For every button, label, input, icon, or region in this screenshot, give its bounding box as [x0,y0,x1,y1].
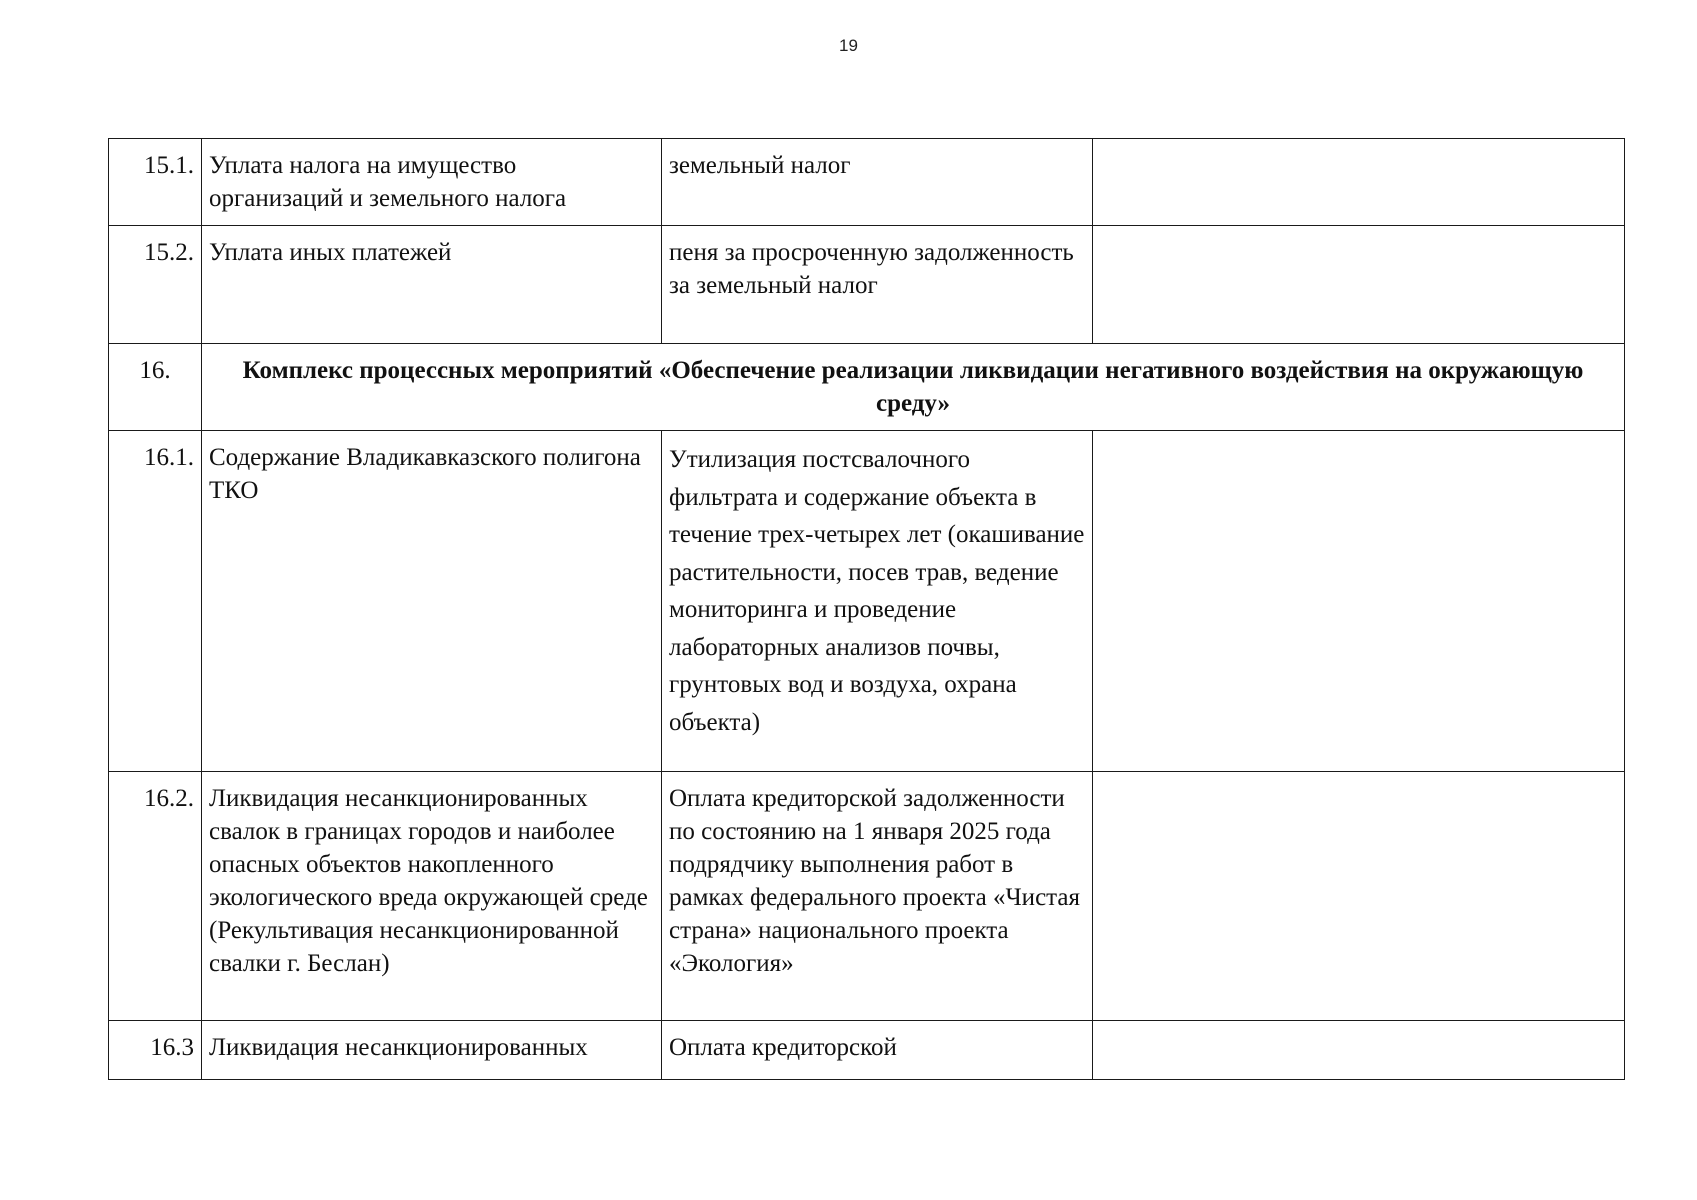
table-row [109,1021,1625,1080]
measure-detail: земельный налог [662,139,1093,226]
row-number: 15.1. [109,139,202,226]
empty-cell [1093,1021,1625,1080]
empty-cell [1093,226,1625,344]
measure-name: Ликвидация несанкционированных свалок в границах городов и наиболее опасных объектов накопленного экологического вреда окружающей среде (Рекультивация несанкционированной свалки г. Беслан) [202,772,662,1021]
measure-name: Ликвидация несанкционированных [202,1021,662,1080]
row-number: 16.1. [109,431,202,772]
table-row [109,772,1625,1021]
row-number: 15.2. [109,226,202,344]
empty-cell [1093,139,1625,226]
table-row [109,226,1625,344]
measure-detail: Оплата кредиторской [662,1021,1093,1080]
measures-table [108,138,1625,1080]
empty-cell [1093,431,1625,772]
measure-name: Уплата иных платежей [202,226,662,344]
empty-cell [1093,772,1625,1021]
table-row [109,431,1625,772]
row-number: 16.2. [109,772,202,1021]
table-row [109,139,1625,226]
row-number: 16.3 [109,1021,202,1080]
section-number: 16. [109,344,202,431]
measure-detail: Утилизация постсвалочного фильтрата и содержание объекта в течение трех-четырех лет (окашивание растительности, посев трав, ведение мониторинга и проведение лабораторных анализов почвы, грунтовых вод и воздуха, охрана объекта) [662,431,1093,772]
page-number: 19 [839,36,858,55]
measure-name: Уплата налога на имущество организаций и земельного налога [202,139,662,226]
section-title: Комплекс процессных мероприятий «Обеспечение реализации ликвидации негативного воздействия на окружающую среду» [202,344,1625,431]
measure-name: Содержание Владикавказского полигона ТКО [202,431,662,772]
measure-detail: пеня за просроченную задолженность за земельный налог [662,226,1093,344]
measure-detail: Оплата кредиторской задолженности по состоянию на 1 января 2025 года подрядчику выполнения работ в рамках федерального проекта «Чистая страна» национального проекта «Экология» [662,772,1093,1021]
section-row [109,344,1625,431]
